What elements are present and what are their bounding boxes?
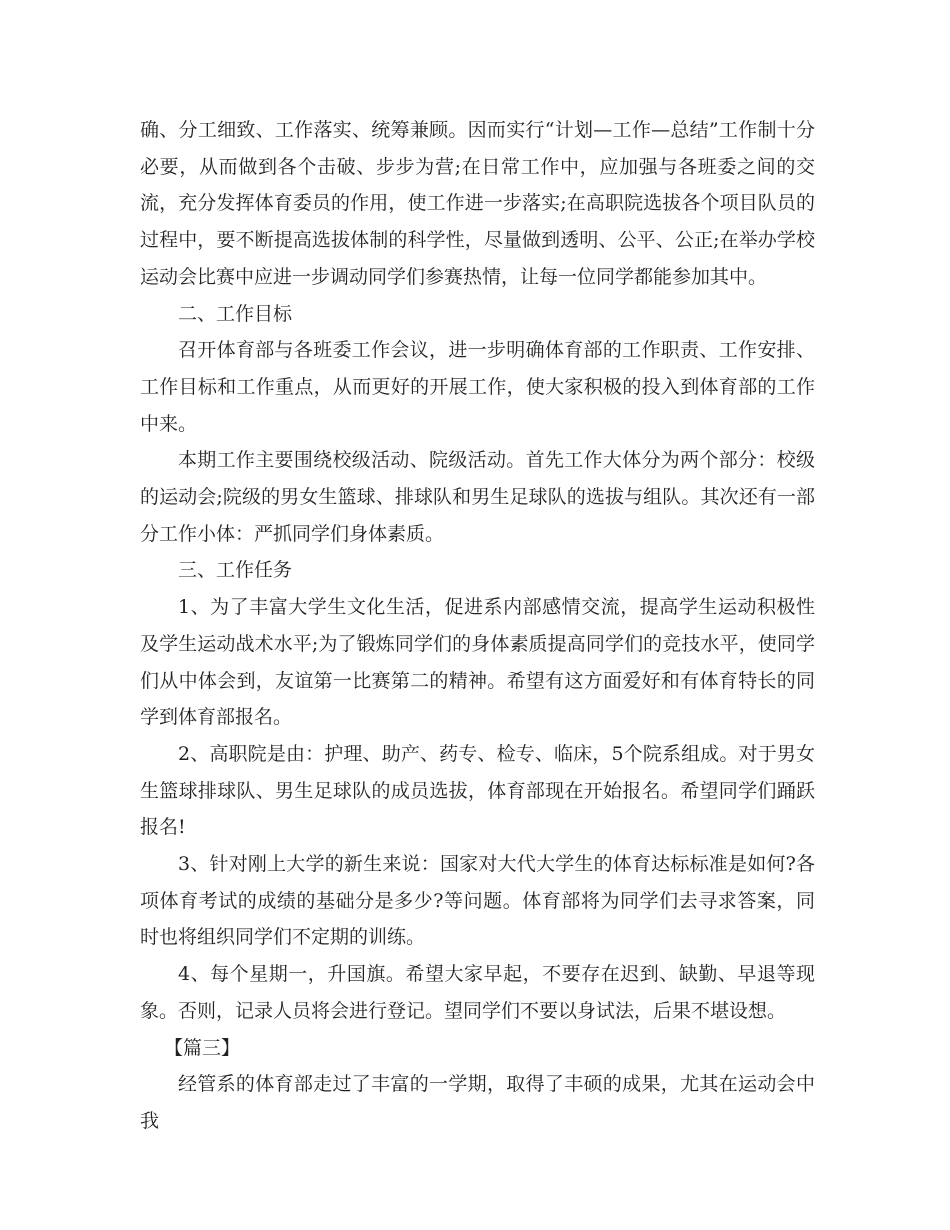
section-heading-work-goals: 二、工作目标 bbox=[178, 302, 293, 325]
paragraph-goals-meeting: 召开体育部与各班委工作会议，进一步明确体育部的工作职责、工作安排、工作目标和工作重点，从而更好的开展工作，使大家积极的投入到体育部的工作中来。 bbox=[140, 339, 815, 435]
section-label-part-3: 【篇三】 bbox=[164, 1036, 241, 1059]
paragraph-continued: 确、分工细致、工作落实、统筹兼顾。因而实行“计划—工作—总结”工作制十分必要，从而做到各个击破、步步为营;在日常工作中，应加强与各班委之间的交流，充分发挥体育委员的作用，使工作进一步落实;在高职院选拔各个项目队员的过程中，要不断提高选拔体制的科学性，尽量做到透明、公平、公正;在举办学校运动会比赛中应进一步调动同学们参赛热情，让每一位同学都能参加其中。 bbox=[140, 119, 815, 288]
paragraph-goals-activities: 本期工作主要围绕校级活动、院级活动。首先工作大体分为两个部分：校级的运动会;院级的男女生篮球、排球队和男生足球队的选拔与组队。其次还有一部分工作小体：严抓同学们身体素质。 bbox=[140, 449, 815, 545]
paragraph-task-1: 1、为了丰富大学生文化生活，促进系内部感情交流，提高学生运动积极性及学生运动战术水平;为了锻炼同学们的身体素质提高同学们的竞技水平，使同学们从中体会到，友谊第一比赛第二的精神。希望有这方面爱好和有体育特长的同学到体育部报名。 bbox=[140, 596, 815, 729]
paragraph-part3-intro: 经管系的体育部走过了丰富的一学期，取得了丰硕的成果，尤其在运动会中我 bbox=[140, 1073, 815, 1132]
document-body bbox=[140, 112, 815, 1140]
paragraph-task-3: 3、针对刚上大学的新生来说：国家对大代大学生的体育达标标准是如何?各项体育考试的成绩的基础分是多少?等问题。体育部将为同学们去寻求答案，同时也将组织同学们不定期的训练。 bbox=[140, 853, 815, 949]
paragraph-task-2: 2、高职院是由：护理、助产、药专、检专、临床，5个院系组成。对于男女生篮球排球队、男生足球队的成员选拔，体育部现在开始报名。希望同学们踊跃报名! bbox=[140, 742, 815, 839]
section-heading-work-tasks: 三、工作任务 bbox=[178, 559, 293, 582]
paragraph-task-4: 4、每个星期一，升国旗。希望大家早起，不要存在迟到、缺勤、早退等现象。否则，记录人员将会进行登记。望同学们不要以身试法，后果不堪设想。 bbox=[140, 963, 815, 1022]
